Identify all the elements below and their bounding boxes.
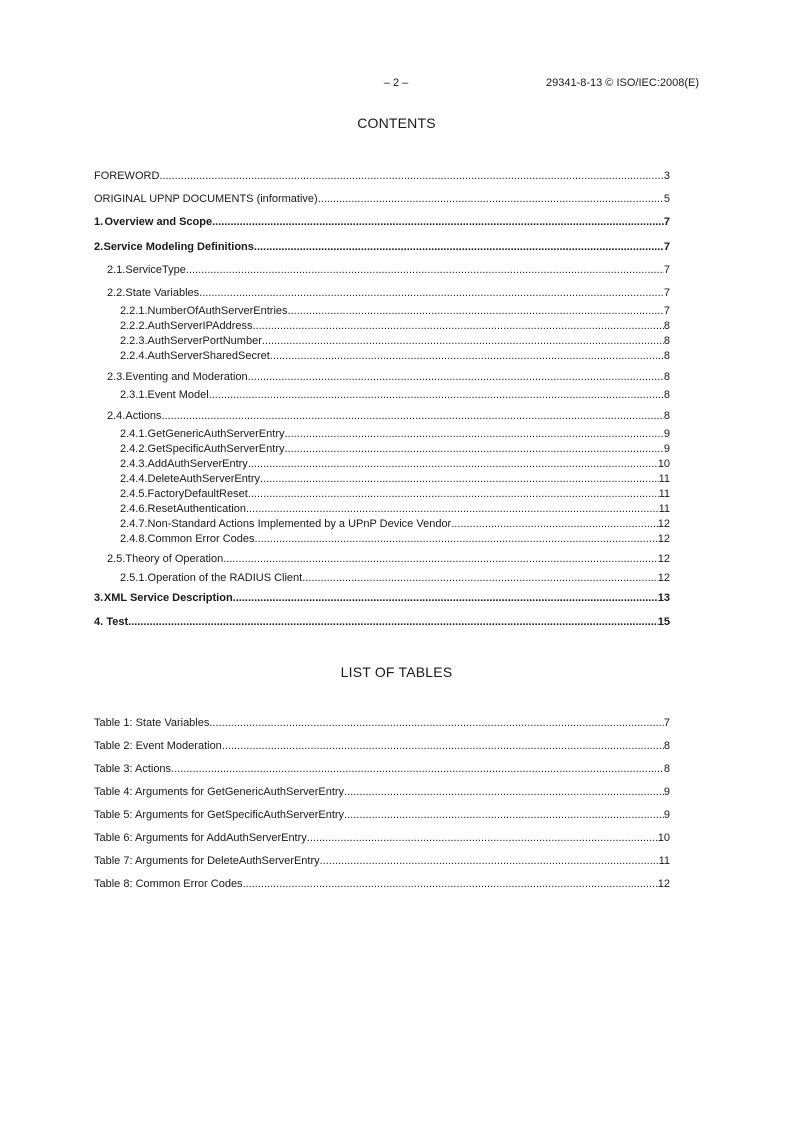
table-list-entry[interactable]	[94, 855, 670, 868]
table-list-entry[interactable]	[94, 832, 670, 845]
toc-entry-title: AuthServerPortNumber	[147, 335, 262, 347]
toc-entry-page: 8	[663, 389, 670, 401]
dot-leader	[248, 458, 658, 471]
toc-entry[interactable]	[120, 488, 670, 501]
dot-leader	[255, 533, 658, 546]
toc-entry-title: ServiceType	[125, 264, 186, 276]
dot-leader	[246, 503, 659, 516]
dot-leader	[307, 832, 658, 845]
toc-entry-page: 12	[657, 533, 670, 545]
table-list-entry[interactable]	[94, 878, 670, 891]
toc-entry-page: 11	[658, 488, 670, 500]
toc-entry-page: 7	[663, 305, 670, 317]
toc-entry-page: 10	[657, 458, 670, 470]
dot-leader	[161, 410, 663, 423]
toc-entry-page: 5	[663, 193, 670, 205]
table-entry-title: Table 1: State Variables	[94, 717, 210, 729]
toc-entry-page: 9	[663, 443, 670, 455]
dot-leader	[233, 592, 658, 605]
toc-entry-title: XML Service Description	[103, 592, 233, 604]
toc-entry[interactable]	[94, 193, 670, 206]
toc-entry[interactable]	[120, 503, 670, 516]
toc-entry-number: 2.2.	[107, 287, 126, 299]
toc-entry-number: 1.	[94, 216, 104, 228]
toc-entry-page: 12	[657, 518, 670, 530]
toc-entry-title: Actions	[125, 410, 162, 422]
toc-entry-page: 11	[658, 503, 670, 515]
toc-entry-number: 2.4.2.	[120, 443, 148, 455]
toc-entry-title: Theory of Operation	[125, 553, 224, 565]
toc-entry[interactable]	[120, 443, 670, 456]
toc-entry[interactable]	[94, 216, 670, 229]
toc-entry-title: Operation of the RADIUS Client	[147, 572, 303, 584]
toc-entry[interactable]	[94, 170, 670, 183]
toc-entry-number: 2.4.3.	[120, 458, 148, 470]
toc-entry-title: Common Error Codes	[147, 533, 255, 545]
table-list-entry[interactable]	[94, 717, 670, 730]
dot-leader	[248, 371, 664, 384]
table-entry-page: 8	[663, 763, 670, 775]
toc-entry-page: 7	[663, 216, 670, 228]
table-entry-page: 11	[658, 855, 670, 867]
toc-entry-title: Event Model	[147, 389, 209, 401]
toc-entry-title: AuthServerSharedSecret	[147, 350, 270, 362]
table-list-entry[interactable]	[94, 809, 670, 822]
toc-entry-page: 8	[663, 350, 670, 362]
table-entry-title: Table 6: Arguments for AddAuthServerEntry	[94, 832, 307, 844]
toc-entry[interactable]	[120, 335, 670, 348]
toc-entry-title: FOREWORD	[94, 170, 160, 182]
toc-entry[interactable]	[94, 241, 670, 254]
toc-entry-number: 3.	[94, 592, 104, 604]
table-entry-page: 9	[663, 786, 670, 798]
toc-entry[interactable]	[120, 389, 670, 402]
toc-entry[interactable]	[120, 350, 670, 363]
dot-leader	[254, 241, 664, 254]
toc-entry-number: 2.4.7.	[120, 518, 148, 530]
toc-entry-title: Test	[106, 616, 129, 628]
toc-entry-number: 2.2.1.	[120, 305, 148, 317]
dot-leader	[248, 488, 659, 501]
toc-entry-page: 7	[663, 241, 670, 253]
dot-leader	[260, 473, 659, 486]
toc-entry[interactable]	[120, 305, 670, 318]
dot-leader	[212, 216, 664, 229]
table-list-entry[interactable]	[94, 740, 670, 753]
toc-entry-number: 2.3.	[107, 371, 126, 383]
dot-leader	[284, 428, 663, 441]
dot-leader	[302, 572, 658, 585]
toc-entry-title: FactoryDefaultReset	[147, 488, 248, 500]
contents-heading: CONTENTS	[357, 115, 436, 131]
toc-entry-page: 13	[657, 592, 670, 604]
dot-leader	[344, 809, 664, 822]
toc-entry-page: 8	[663, 335, 670, 347]
dot-leader	[171, 763, 664, 776]
toc-entry-page: 8	[663, 371, 670, 383]
toc-entry-number: 4.	[94, 616, 104, 628]
toc-entry-number: 2.5.	[107, 553, 126, 565]
dot-leader	[199, 287, 664, 300]
dot-leader	[223, 553, 658, 566]
toc-entry-number: 2.3.1.	[120, 389, 148, 401]
dot-leader	[243, 878, 658, 891]
toc-entry-title: NumberOfAuthServerEntries	[147, 305, 288, 317]
toc-entry[interactable]	[120, 458, 670, 471]
dot-leader	[451, 518, 658, 531]
toc-entry-number: 2.4.5.	[120, 488, 148, 500]
toc-entry[interactable]	[120, 320, 670, 333]
toc-entry[interactable]	[107, 287, 670, 300]
toc-entry-title: Service Modeling Definitions	[103, 241, 254, 253]
toc-entry-title: ResetAuthentication	[147, 503, 246, 515]
toc-entry-page: 11	[658, 473, 670, 485]
toc-entry-page: 8	[663, 320, 670, 332]
toc-entry-title: ORIGINAL UPNP DOCUMENTS (informative)	[94, 193, 318, 205]
toc-entry[interactable]	[94, 592, 670, 605]
toc-entry-title: Eventing and Moderation	[125, 371, 248, 383]
dot-leader	[318, 193, 664, 206]
dot-leader	[159, 170, 663, 183]
toc-entry-number: 2.4.6.	[120, 503, 148, 515]
toc-entry-page: 8	[663, 410, 670, 422]
table-entry-title: Table 7: Arguments for DeleteAuthServerEntry	[94, 855, 320, 867]
table-entry-page: 7	[663, 717, 670, 729]
list-of-tables-heading: LIST OF TABLES	[340, 664, 453, 680]
toc-entry-number: 2.5.1.	[120, 572, 148, 584]
toc-entry-number: 2.1.	[107, 264, 126, 276]
toc-entry[interactable]	[120, 533, 670, 546]
toc-entry-page: 12	[657, 572, 670, 584]
table-list-entry[interactable]	[94, 786, 670, 799]
toc-entry-page: 15	[657, 616, 670, 628]
toc-entry-number: 2.	[94, 241, 104, 253]
table-entry-title: Table 3: Actions	[94, 763, 172, 775]
dot-leader	[209, 389, 664, 402]
toc-entry[interactable]	[94, 616, 670, 629]
toc-entry[interactable]	[107, 410, 670, 423]
dot-leader	[222, 740, 664, 753]
toc-entry-page: 3	[663, 170, 670, 182]
toc-entry[interactable]	[107, 553, 670, 566]
toc-entry[interactable]	[120, 518, 670, 531]
toc-entry[interactable]	[120, 428, 670, 441]
table-entry-page: 12	[657, 878, 670, 890]
toc-entry-number: 2.4.1.	[120, 428, 148, 440]
table-entry-page: 9	[663, 809, 670, 821]
page-number: – 2 –	[383, 77, 409, 89]
dot-leader	[209, 717, 664, 730]
toc-entry-title: State Variables	[125, 287, 200, 299]
dot-leader	[262, 335, 664, 348]
document-id: 29341-8-13 © ISO/IEC:2008(E)	[545, 77, 699, 89]
dot-leader	[320, 855, 659, 868]
dot-leader	[186, 264, 664, 277]
toc-entry-title: GetSpecificAuthServerEntry	[147, 443, 285, 455]
toc-entry-title: GetGenericAuthServerEntry	[147, 428, 285, 440]
toc-entry[interactable]	[120, 473, 670, 486]
toc-entry[interactable]	[107, 371, 670, 384]
toc-entry[interactable]	[107, 264, 670, 277]
dot-leader	[270, 350, 664, 363]
table-list-entry[interactable]	[94, 763, 670, 776]
toc-entry-title: DeleteAuthServerEntry	[147, 473, 261, 485]
toc-entry[interactable]	[120, 572, 670, 585]
dot-leader	[128, 616, 658, 629]
table-entry-title: Table 4: Arguments for GetGenericAuthServerEntry	[94, 786, 345, 798]
toc-entry-number: 2.4.4.	[120, 473, 148, 485]
toc-entry-number: 2.2.2.	[120, 320, 148, 332]
dot-leader	[344, 786, 664, 799]
table-entry-title: Table 8: Common Error Codes	[94, 878, 243, 890]
table-entry-page: 10	[657, 832, 670, 844]
dot-leader	[284, 443, 663, 456]
toc-entry-page: 9	[663, 428, 670, 440]
toc-entry-number: 2.2.4.	[120, 350, 148, 362]
table-entry-title: Table 2: Event Moderation	[94, 740, 222, 752]
toc-entry-title: AddAuthServerEntry	[147, 458, 248, 470]
toc-entry-page: 12	[657, 553, 670, 565]
toc-entry-number: 2.4.8.	[120, 533, 148, 545]
toc-entry-title: Overview and Scope	[104, 216, 213, 228]
toc-entry-page: 7	[663, 287, 670, 299]
toc-entry-page: 7	[663, 264, 670, 276]
toc-entry-number: 2.2.3.	[120, 335, 148, 347]
table-entry-title: Table 5: Arguments for GetSpecificAuthServerEntry	[94, 809, 345, 821]
toc-entry-title: AuthServerIPAddress	[147, 320, 253, 332]
toc-entry-number: 2.4.	[107, 410, 126, 422]
dot-leader	[253, 320, 664, 333]
table-entry-page: 8	[663, 740, 670, 752]
dot-leader	[288, 305, 664, 318]
toc-entry-title: Non-Standard Actions Implemented by a UPnP Device Vendor	[147, 518, 452, 530]
